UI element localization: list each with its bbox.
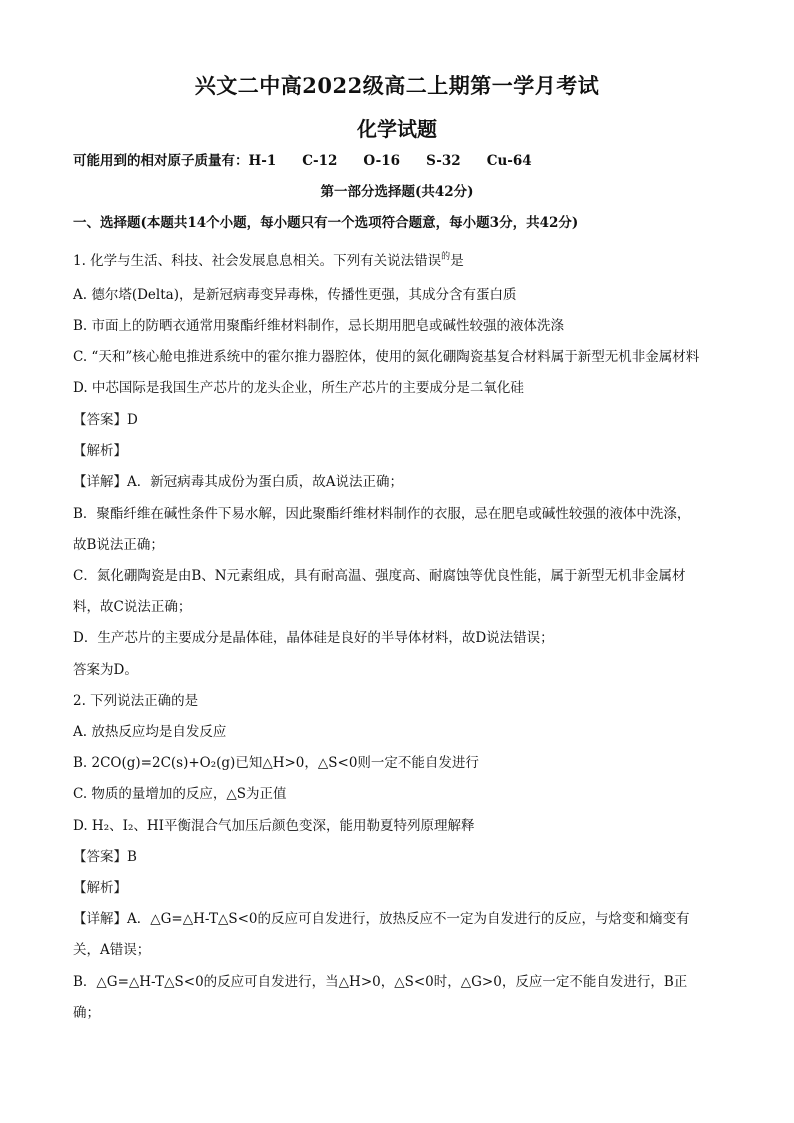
atomic-mass-cu: Cu-64 <box>486 153 532 169</box>
q1-stem-tail: 是 <box>450 253 464 269</box>
q2-option-c: C. 物质的量增加的反应，△S为正值 <box>73 786 287 802</box>
q1-analysis-label: 【解析】 <box>73 443 127 459</box>
q2-option-a: A. 放热反应均是自发反应 <box>73 724 227 740</box>
q1-detail-c-line1: C．氮化硼陶瓷是由B、N元素组成，具有耐高温、强度高、耐腐蚀等优良性能，属于新型无机非金属材 <box>73 568 686 584</box>
q2-option-d: D. H₂、I₂、HI平衡混合气加压后颜色变深，能用勒夏特列原理解释 <box>73 818 475 834</box>
atomic-mass-o: O-16 <box>363 153 401 169</box>
atomic-mass-line <box>73 152 558 170</box>
atomic-mass-label: 可能用到的相对原子质量有： <box>73 153 249 169</box>
q2-detail-a-line2: 关，A错误； <box>73 942 151 958</box>
q2-detail-a-line1: 【详解】A．△G=△H-T△S<0的反应可自发进行，放热反应不一定为自发进行的反应，与焓变和熵变有 <box>73 911 690 927</box>
q1-conclusion: 答案为D。 <box>73 662 138 678</box>
q1-answer: 【答案】D <box>73 412 138 428</box>
q1-stem-sup: 的 <box>441 252 451 262</box>
q1-detail-a: 【详解】A．新冠病毒其成份为蛋白质，故A说法正确； <box>73 474 403 490</box>
section-title: 一、选择题(本题共14个小题，每小题只有一个选项符合题意，每小题3分，共42分) <box>73 215 579 231</box>
q1-option-c: C. “天和”核心舱电推进系统中的霍尔推力器腔体，使用的氮化硼陶瓷基复合材料属于新型无机非金属材料 <box>73 349 700 365</box>
atomic-mass-h: H-1 <box>248 153 277 169</box>
q1-detail-b-line1: B．聚酯纤维在碱性条件下易水解，因此聚酯纤维材料制作的衣服，忌在肥皂或碱性较强的液体中洗涤， <box>73 506 691 522</box>
atomic-mass-c: C-12 <box>302 153 338 169</box>
q1-option-b: B. 市面上的防晒衣通常用聚酯纤维材料制作，忌长期用肥皂或碱性较强的液体洗涤 <box>73 318 565 334</box>
q1-stem-text: 1. 化学与生活、科技、社会发展息息相关。下列有关说法错误 <box>73 253 442 269</box>
q1-stem <box>73 252 464 270</box>
q2-stem: 2. 下列说法正确的是 <box>73 693 199 709</box>
q1-option-a: A. 德尔塔(Delta)，是新冠病毒变异毒株，传播性更强，其成分含有蛋白质 <box>73 287 517 303</box>
q1-detail-b-line2: 故B说法正确； <box>73 537 164 553</box>
q2-answer: 【答案】B <box>73 849 137 865</box>
q2-option-b: B. 2CO(g)=2C(s)+O₂(g)已知△H>0，△S<0则一定不能自发进行 <box>73 755 479 771</box>
q1-detail-d: D．生产芯片的主要成分是晶体硅，晶体硅是良好的半导体材料，故D说法错误； <box>73 630 554 646</box>
exam-title: 兴文二中高2022级高二上期第一学月考试 <box>194 73 600 98</box>
atomic-mass-s: S-32 <box>426 153 461 169</box>
q1-option-d: D. 中芯国际是我国生产芯片的龙头企业，所生产芯片的主要成分是二氧化硅 <box>73 380 524 396</box>
q2-detail-b-line1: B．△G=△H-T△S<0的反应可自发进行，当△H>0，△S<0时，△G>0，反应一定不能自发进行，B正 <box>73 974 688 990</box>
part-title: 第一部分选择题(共42分) <box>320 184 474 200</box>
subject-title: 化学试题 <box>357 117 437 141</box>
q2-analysis-label: 【解析】 <box>73 880 127 896</box>
q2-detail-b-line2: 确； <box>73 1005 100 1021</box>
q1-detail-c-line2: 料，故C说法正确； <box>73 599 192 615</box>
